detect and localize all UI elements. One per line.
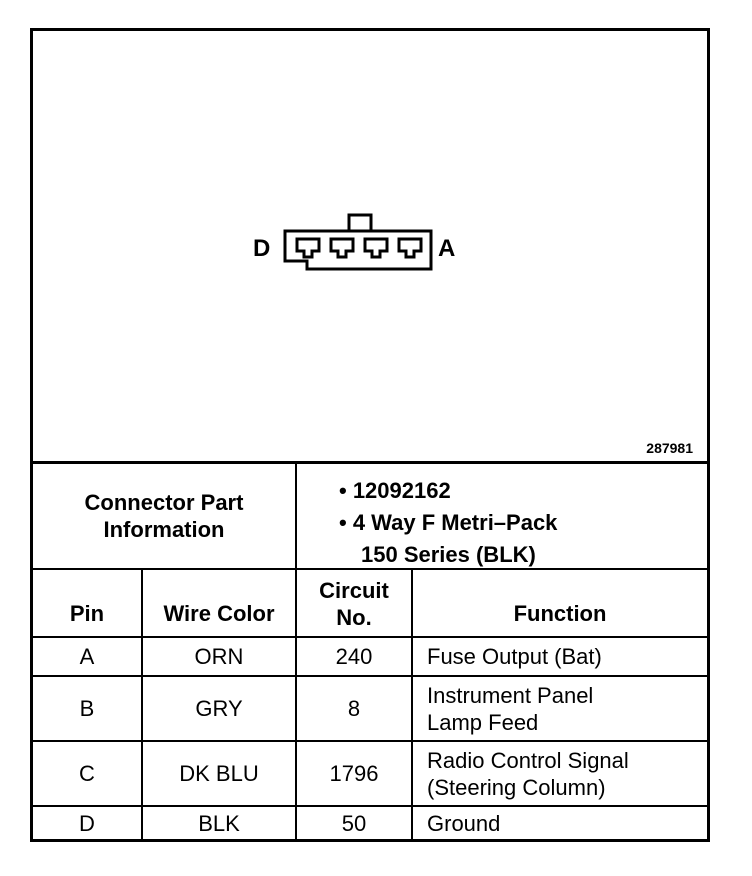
circuit-cell: 8: [347, 696, 361, 721]
pin-cell: D: [79, 810, 95, 836]
circuit-header-line1: Circuit: [319, 578, 389, 603]
pin-cell: A: [79, 644, 95, 669]
function-header: Function: [513, 600, 607, 626]
circuit-header-line2: No.: [336, 605, 372, 630]
part-info-list: [339, 475, 557, 571]
pin-cell: B: [79, 696, 95, 721]
function-cell: [413, 742, 707, 805]
function-line: (Steering Column): [427, 774, 606, 800]
divider: [33, 568, 707, 570]
pin-a-label: A: [438, 235, 456, 262]
connector-sheet: [30, 28, 710, 842]
function-line: Lamp Feed: [427, 709, 539, 735]
connector-diagram: [33, 31, 707, 463]
divider: [295, 464, 297, 568]
connector-type: • 4 Way F Metri–Pack: [339, 510, 558, 535]
function-cell: [413, 677, 707, 740]
circuit-header: [297, 573, 411, 635]
pin-d-label: D: [253, 235, 271, 262]
pin-header: Pin: [69, 600, 105, 626]
wire-color-cell: BLK: [198, 810, 240, 836]
circuit-cell: 1796: [329, 761, 379, 786]
pin-cell: C: [79, 761, 95, 786]
part-info-label: [33, 464, 295, 568]
wire-color-header: Wire Color: [163, 600, 275, 626]
circuit-cell: 50: [341, 810, 367, 836]
connector-series: 150 Series (BLK): [361, 542, 536, 567]
function-line: Instrument Panel: [427, 682, 594, 708]
function-line: Radio Control Signal: [427, 747, 629, 773]
function-cell: Ground: [427, 810, 501, 836]
figure-number: 287981: [646, 440, 693, 456]
wire-color-cell: ORN: [194, 644, 244, 669]
part-info-label-text: Connector Part Information: [84, 490, 244, 542]
connector-face-icon: [273, 211, 443, 275]
wire-color-cell: GRY: [195, 696, 243, 721]
wire-color-cell: DK BLU: [179, 761, 259, 786]
circuit-cell: 240: [335, 644, 373, 669]
part-number: • 12092162: [339, 478, 451, 503]
function-cell: Fuse Output (Bat): [427, 644, 602, 669]
